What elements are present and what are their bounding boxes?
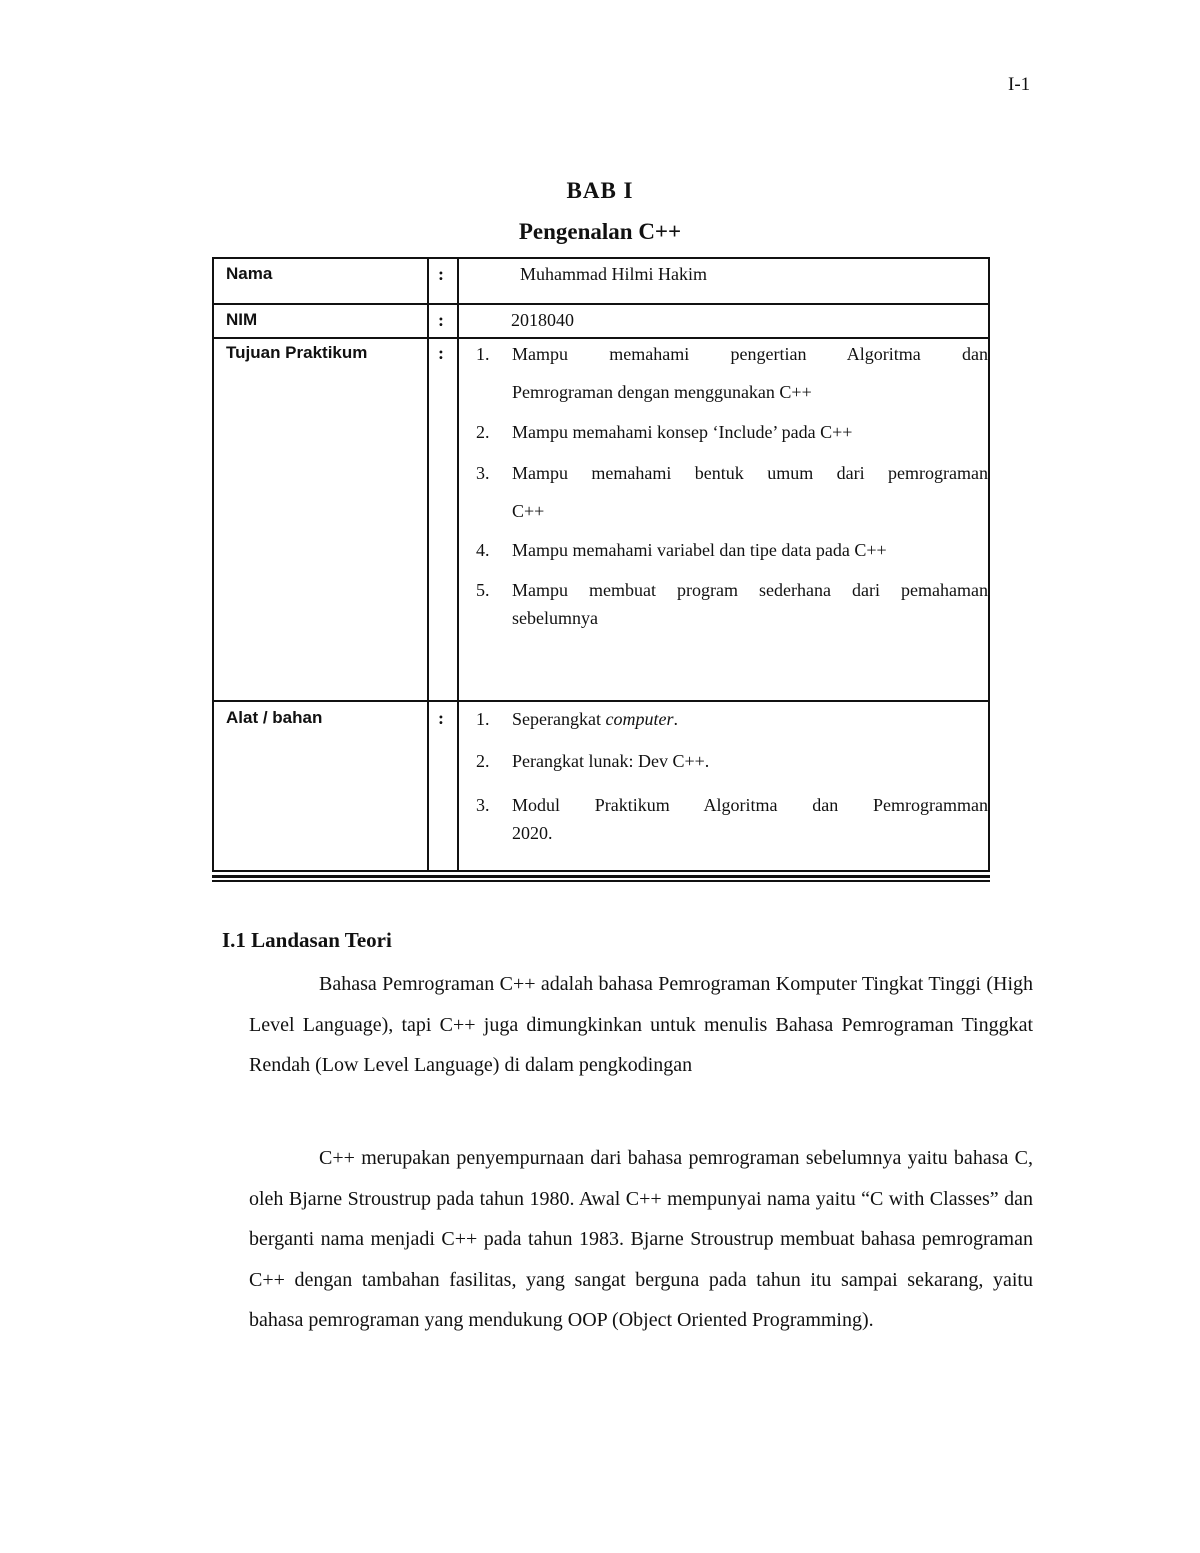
colon: : [438,708,444,728]
tujuan-label: Tujuan Praktikum [226,343,368,362]
info-table [212,257,990,872]
row-alat-bahan [214,700,988,872]
row-tujuan-praktikum [214,337,988,702]
paragraph-text: C++ merupakan penyempurnaan dari bahasa pemrograman sebelumnya yaitu bahasa C, oleh Bjarne Stroustrup pada tahun 1980. Awal C++ mempunyai nama yaitu “C with Classes” dan berganti nama menjadi C++ pada tahun 1983. Bjarne Stroustrup membuat bahasa pemrograman C++ dengan tambahan fasilitas, yang sangat berguna pada tahun itu sampai sekarang, yaitu bahasa pemrograman yang mendukung OOP (Object Oriented Programming). [249,1147,1033,1332]
nama-value: Muhammad Hilmi Hakim [520,264,707,284]
colon: : [438,264,444,284]
list-text-line: C++ [512,501,545,521]
paragraph-text: Bahasa Pemrograman C++ adalah bahasa Pemrograman Komputer Tingkat Tinggi (High Level Language), tapi C++ juga dimungkinkan untuk menulis Bahasa Pemrograman Tinggkat Rendah (Low Level Language) di dalam pengkodingan [249,973,1033,1077]
list-item [476,791,988,851]
list-text-line: Mampu membuat program sederhana dari pemahaman [512,580,988,600]
list-text: Perangkat lunak: Dev C++. [512,751,710,771]
chapter-subtitle: Pengenalan C++ [518,219,682,244]
section-heading: I.1 Landasan Teori [222,928,392,952]
list-number: 2. [476,751,490,771]
colon: : [438,343,444,363]
list-number: 3. [476,463,490,483]
list-text-line: Modul Praktikum Algoritma dan Pemrogramman [512,795,988,815]
list-item [476,576,988,636]
paragraph [249,964,1033,1086]
list-text: Mampu memahami konsep ‘Include’ pada C++ [512,422,853,442]
list-number: 2. [476,422,490,442]
list-number: 1. [476,344,490,364]
row-nim [214,303,988,339]
nim-label: NIM [226,310,258,329]
list-text-line: Mampu memahami bentuk umum dari pemrograman [512,463,988,483]
row-nama [214,259,988,303]
table-bottom-rule [212,880,990,882]
colon: : [438,310,444,330]
list-item [476,335,988,411]
page-number: I-1 [1008,74,1031,95]
list-text-line: 2020. [512,823,553,843]
nama-label: Nama [226,264,273,283]
list-text: Mampu memahami variabel dan tipe data pada C++ [512,540,887,560]
list-text-line: Pemrograman dengan menggunakan C++ [512,382,812,402]
list-text: . [673,709,678,729]
paragraph [249,1138,1033,1341]
list-number: 4. [476,540,490,560]
list-text-line: sebelumnya [512,608,598,628]
alat-label: Alat / bahan [226,708,323,727]
list-item [476,454,988,530]
list-number: 3. [476,795,490,815]
list-text-italic: computer [605,709,674,729]
nim-value: 2018040 [511,310,574,330]
list-text-line: Mampu memahami pengertian Algoritma dan [512,344,988,364]
list-text: Seperangkat [512,709,606,729]
list-number: 1. [476,709,490,729]
list-number: 5. [476,580,490,600]
chapter-title: BAB I [566,178,634,203]
table-bottom-rule [212,875,990,878]
